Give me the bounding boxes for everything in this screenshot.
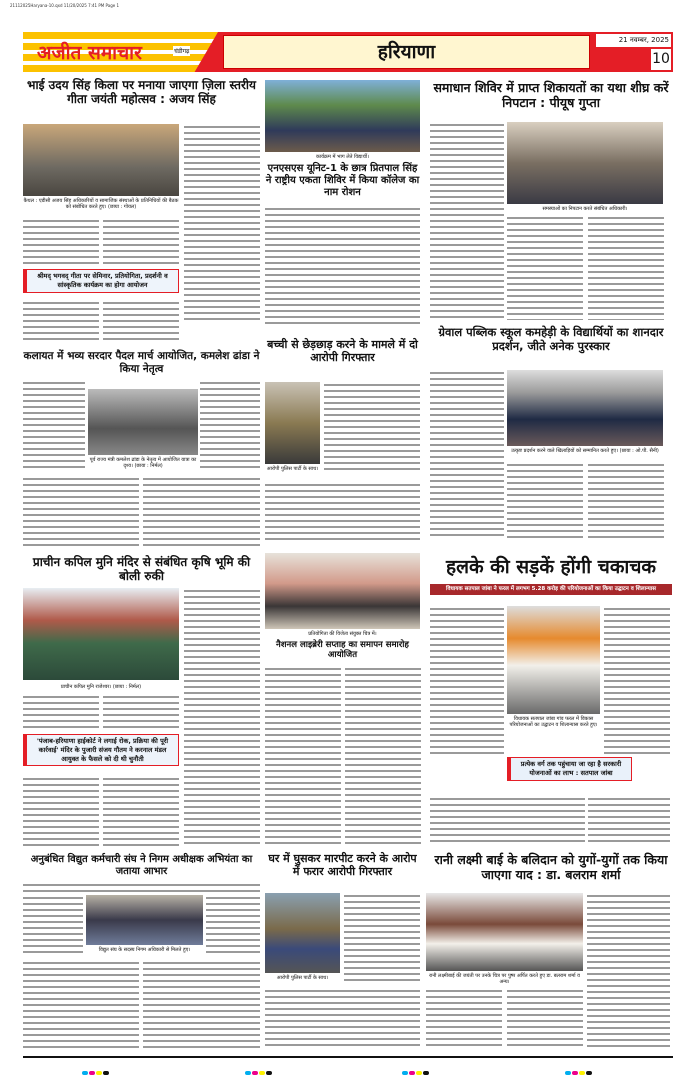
body-text bbox=[587, 893, 670, 1050]
masthead bbox=[23, 32, 673, 72]
caption-library: प्रतियोगिता की विजेता संयुक्त चित्र में। bbox=[308, 631, 377, 637]
body-text bbox=[23, 960, 139, 1050]
headline-roads: हलके की सड़कें होंगी चकाचक bbox=[446, 556, 656, 578]
body-text bbox=[206, 895, 260, 955]
body-text bbox=[23, 895, 83, 955]
body-text bbox=[103, 218, 179, 267]
body-text bbox=[265, 482, 420, 540]
caption-nss: कार्यक्रम में भाग लेते विद्यार्थी। bbox=[316, 154, 369, 160]
body-text bbox=[23, 300, 99, 340]
body-text bbox=[184, 124, 260, 320]
edition-city: चंडीगढ़ bbox=[174, 48, 190, 55]
highlight-box-kapil: 'पंजाब-हरियाणा हाईकोर्ट ने लगाई रोक, प्रक्रिया की पूरी कार्रवाई' मंदिर के पुजारी संजय गौतम ने करनाल मंडल आयुक्त के फैसले को दी थी चुनौती bbox=[23, 734, 179, 766]
page-number: 10 bbox=[651, 49, 671, 70]
subhead-roads: विधायक सतपाल जांबा ने फरल में लगभग 5.28 करोड़ की परियोजनाओं का किया उद्घाटन व शिलान्यास bbox=[430, 584, 672, 595]
body-text bbox=[426, 988, 502, 1050]
caption-gita: कैथल : एडीसी अजय सिंह अधिकारियों व सामाजिक संस्थाओं के प्रतिनिधियों की बैठक को संबोधित करते हुए। (छाया : गोयल) bbox=[23, 198, 179, 210]
body-text bbox=[430, 796, 585, 846]
body-text bbox=[265, 206, 420, 328]
body-text bbox=[23, 694, 99, 730]
photo-school bbox=[507, 370, 663, 446]
body-text bbox=[23, 776, 99, 846]
headline-marpeet: घर में घुसकर मारपीट करने के आरोप में फरार आरोपी गिरफ्तार bbox=[268, 852, 417, 879]
body-text bbox=[103, 776, 179, 846]
caption-grewal: उत्कृष्ट प्रदर्शन करने वाले खिलाड़ियों को सम्मानित करते हुए। (छाया : ओ.पी. सैनी) bbox=[511, 448, 659, 454]
body-text bbox=[604, 606, 670, 754]
headline-kapil: प्राचीन कपिल मुनि मंदिर से संबंधित कृषि भूमि की बोली रुकी bbox=[32, 555, 251, 584]
photo-students bbox=[265, 80, 420, 152]
photo-march bbox=[88, 389, 198, 455]
photo-winners bbox=[265, 553, 420, 629]
body-text bbox=[103, 300, 179, 340]
body-text bbox=[507, 215, 583, 320]
body-text bbox=[588, 796, 670, 846]
logo: अजीत समाचार bbox=[37, 42, 142, 64]
caption-bijli: विद्युत संघ के सदस्य निगम अधिकारी से मिलते हुए। bbox=[98, 947, 191, 953]
body-text bbox=[143, 476, 260, 550]
body-text bbox=[23, 476, 139, 550]
issue-date: 21 नवम्बर, 2025 bbox=[596, 34, 671, 47]
caption-chhedchhad: आरोपी पुलिस पार्टी के साथ। bbox=[266, 466, 319, 472]
caption-roads: विधायक सतपाल जांबा गांव फरल में विकास परियोजनाओं का उद्घाटन व शिलान्यास करते हुए। bbox=[509, 716, 598, 728]
headline-bijli: अनुबंधित विद्युत कर्मचारी संघ ने निगम अधीक्षक अभियंता का जताया आभार bbox=[30, 854, 253, 877]
body-text bbox=[324, 382, 420, 474]
body-text bbox=[345, 666, 421, 846]
headline-chhedchhad: बच्ची से छेड़छाड़ करने के मामले में दो आरोपी गिरफ्तार bbox=[267, 338, 418, 365]
photo-police bbox=[265, 382, 320, 464]
body-text bbox=[184, 588, 260, 846]
registration-marks bbox=[402, 1060, 430, 1079]
photo-temple bbox=[23, 588, 179, 680]
body-text bbox=[23, 218, 99, 267]
registration-marks bbox=[245, 1060, 273, 1079]
print-slug: 21112025Haryana-10.qxd 11/20/2025 7:41 PM Page 1 bbox=[10, 3, 120, 8]
body-text bbox=[143, 960, 260, 1050]
body-text bbox=[103, 694, 179, 730]
body-text bbox=[23, 882, 260, 894]
body-text bbox=[430, 122, 504, 320]
highlight-box-roads: प्रत्येक वर्ग तक पहुंचाया जा रहा है सरकारी योजनाओं का लाभ : सतपाल जांबा bbox=[507, 757, 632, 781]
body-text bbox=[507, 988, 583, 1050]
body-text bbox=[430, 606, 504, 754]
section-title: हरियाणा bbox=[223, 35, 590, 69]
caption-kalayat: पूर्व राज्य मंत्री कमलेश ढांडा के नेतृत्व में आयोजित यात्रा का दृश्य। (छाया : निर्मल) bbox=[89, 457, 197, 469]
headline-library: नैशनल लाइब्रेरी सप्ताह का समापन समारोह आयोजित bbox=[276, 640, 409, 661]
body-text bbox=[265, 666, 341, 846]
body-text bbox=[430, 370, 504, 540]
highlight-box-gita: श्रीमद् भगवद् गीता पर सेमिनार, प्रतियोगिता, प्रदर्शनी व सांस्कृतिक कार्यक्रम का होगा आयोजन bbox=[23, 269, 179, 293]
body-text bbox=[588, 462, 664, 540]
body-text bbox=[588, 215, 664, 320]
registration-marks bbox=[565, 1060, 593, 1079]
headline-grewal: ग्रेवाल पब्लिक स्कूल कमहेड़ी के विद्यार्थियों का शानदार प्रदर्शन, जीते अनेक पुरस्कार bbox=[438, 325, 664, 353]
photo-inauguration bbox=[507, 606, 600, 714]
caption-kapil: प्राचीन कपिल मुनि राजेश्वर। (छाया : निर्मल) bbox=[60, 684, 142, 690]
body-text bbox=[507, 462, 583, 540]
caption-rani: रानी लक्ष्मीबाई की जयंती पर उनके चित्र पर पुष्प अर्पित करते हुए डा. बलराम शर्मा व अन्य। bbox=[429, 973, 580, 985]
caption-samadhan: समस्याओं का निपटान करते संबंधित अधिकारी। bbox=[542, 206, 628, 212]
photo-tribute bbox=[426, 893, 583, 971]
photo-accused bbox=[265, 893, 340, 973]
registration-marks bbox=[82, 1060, 110, 1079]
headline-rani: रानी लक्ष्मी बाई के बलिदान को युगों-युगों तक किया जाएगा याद : डा. बलराम शर्मा bbox=[434, 852, 668, 882]
headline-nss: एनएसएस यूनिट-1 के छात्र प्रितपाल सिंह ने राष्ट्रीय एकता शिविर में किया कॉलेज का नाम रोशन bbox=[265, 163, 420, 198]
body-text bbox=[344, 893, 420, 981]
headline-kalayat: कलायत में भव्य सरदार पैदल मार्च आयोजित, कमलेश ढांडा ने किया नेतृत्व bbox=[23, 350, 260, 375]
body-text bbox=[265, 988, 420, 1050]
caption-marpeet: आरोपी पुलिस पार्टी के साथ। bbox=[276, 975, 329, 981]
photo-meeting bbox=[23, 124, 179, 196]
photo-union bbox=[86, 895, 203, 945]
body-text bbox=[200, 380, 260, 470]
bottom-rule bbox=[23, 1056, 673, 1058]
headline-gita: भाई उदय सिंह किला पर मनाया जाएगा ज़िला स्तरीय गीता जयंती महोत्सव : अजय सिंह bbox=[27, 78, 256, 107]
headline-samadhan: समाधान शिविर में प्राप्त शिकायतों का यथा शीघ्र करें निपटान : पीयूष गुप्ता bbox=[433, 80, 669, 110]
photo-officials bbox=[507, 122, 663, 204]
body-text bbox=[23, 380, 85, 470]
